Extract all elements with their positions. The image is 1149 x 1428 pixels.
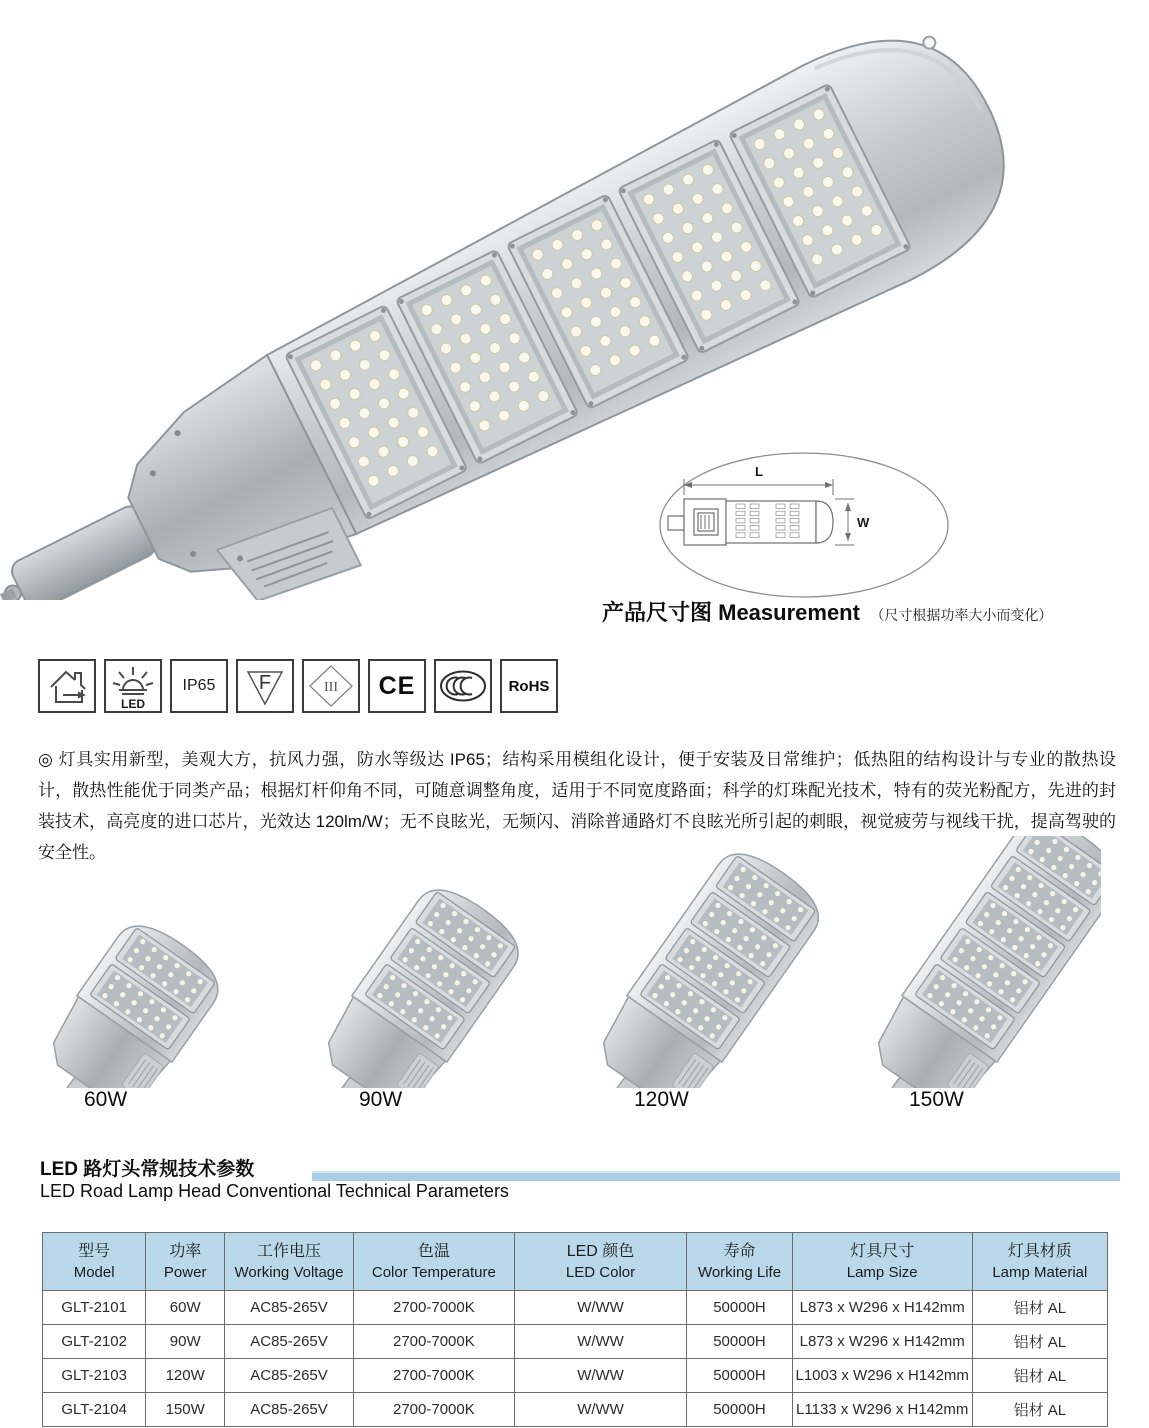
column-header: 色温 Color Temperature: [353, 1233, 514, 1291]
spec-table: [42, 1232, 1108, 1427]
table-row: [43, 1393, 1108, 1427]
table-cell: GLT-2102: [43, 1325, 146, 1359]
table-cell: GLT-2104: [43, 1393, 146, 1427]
street-lamp-photo: [0, 0, 1149, 600]
table-row: [43, 1325, 1108, 1359]
section-title-en: LED Road Lamp Head Conventional Technical Parameters: [40, 1181, 509, 1201]
led-icon: [110, 662, 156, 710]
cert-led: [104, 659, 162, 713]
street-lamp-thumb-body: [301, 876, 531, 1088]
table-cell: W/WW: [514, 1325, 687, 1359]
cert-rohs: [500, 659, 558, 713]
street-lamp-thumb: [851, 836, 1101, 1088]
column-header: 寿命 Working Life: [687, 1233, 792, 1291]
rohs-mark: RoHS: [508, 677, 550, 695]
cert-ce: [368, 659, 426, 713]
length-dim-label: L: [755, 464, 763, 479]
measurement-caption: [602, 596, 1052, 627]
table-cell: 50000H: [687, 1393, 792, 1427]
measurement-diagram: [652, 445, 967, 600]
table-cell: L873 x W296 x H142mm: [792, 1291, 972, 1325]
svg-text:III: III: [324, 680, 338, 695]
cert-outdoor-use: [38, 659, 96, 713]
table-cell: L1133 x W296 x H142mm: [792, 1393, 972, 1427]
table-row: [43, 1359, 1108, 1393]
class-iii-icon: [306, 662, 356, 710]
table-header-row: [43, 1233, 1108, 1291]
variant-gallery: [26, 836, 1126, 1112]
table-cell: 50000H: [687, 1359, 792, 1393]
variant-power-label: 150W: [909, 1088, 964, 1111]
column-header: 功率 Power: [146, 1233, 225, 1291]
cert-ccc: [434, 659, 492, 713]
variant-120w: [576, 836, 851, 1112]
table-cell: W/WW: [514, 1393, 687, 1427]
table-cell: GLT-2103: [43, 1359, 146, 1393]
street-lamp-thumb: [26, 836, 276, 1088]
ip65-mark: IP65: [182, 677, 216, 694]
variant-power-label: 60W: [84, 1088, 128, 1111]
column-header: 灯具材质 Lamp Material: [972, 1233, 1107, 1291]
table-cell: 2700-7000K: [353, 1325, 514, 1359]
column-header: 灯具尺寸 Lamp Size: [792, 1233, 972, 1291]
table-cell: AC85-265V: [225, 1359, 354, 1393]
section-divider-bar: [312, 1171, 1120, 1181]
table-cell: L873 x W296 x H142mm: [792, 1325, 972, 1359]
table-cell: 2700-7000K: [353, 1359, 514, 1393]
table-cell: GLT-2101: [43, 1291, 146, 1325]
table-cell: 120W: [146, 1359, 225, 1393]
street-lamp-thumb-body: [851, 836, 1101, 1088]
cert-class-f: [236, 659, 294, 713]
street-lamp-thumb-body: [26, 912, 230, 1088]
cert-ip65: [170, 659, 228, 713]
table-row: [43, 1291, 1108, 1325]
outdoor-use-icon: [45, 664, 89, 708]
table-cell: W/WW: [514, 1359, 687, 1393]
table-cell: W/WW: [514, 1291, 687, 1325]
section-title-zh: LED 路灯头常规技术参数: [40, 1159, 255, 1180]
table-cell: 60W: [146, 1291, 225, 1325]
svg-text:LED: LED: [121, 697, 145, 710]
street-lamp-thumb: [301, 836, 551, 1088]
cert-class-iii: [302, 659, 360, 713]
measurement-caption-text: 产品尺寸图 Measurement: [602, 600, 860, 625]
class-f-icon: [242, 664, 288, 708]
ce-mark: CE: [378, 671, 416, 700]
svg-text:F: F: [258, 672, 272, 694]
variant-power-label: 120W: [634, 1088, 689, 1111]
table-cell: 150W: [146, 1393, 225, 1427]
table-cell: 50000H: [687, 1291, 792, 1325]
table-cell: 铝材 AL: [972, 1359, 1107, 1393]
table-cell: AC85-265V: [225, 1291, 354, 1325]
table-cell: 90W: [146, 1325, 225, 1359]
table-cell: 铝材 AL: [972, 1393, 1107, 1427]
variant-power-label: 90W: [359, 1088, 403, 1111]
table-cell: 铝材 AL: [972, 1325, 1107, 1359]
street-lamp-thumb-body: [576, 840, 826, 1088]
street-lamp-thumb: [576, 836, 826, 1088]
measurement-caption-note: （尺寸根据功率大小而变化）: [870, 607, 1053, 623]
table-cell: 铝材 AL: [972, 1291, 1107, 1325]
table-cell: 50000H: [687, 1325, 792, 1359]
variant-90w: [301, 836, 576, 1112]
table-cell: 2700-7000K: [353, 1393, 514, 1427]
table-cell: L1003 x W296 x H142mm: [792, 1359, 972, 1393]
ccc-icon: [438, 668, 488, 704]
column-header: 工作电压 Working Voltage: [225, 1233, 354, 1291]
variant-60w: [26, 836, 301, 1112]
variant-150w: [851, 836, 1126, 1112]
width-dim-label: W: [857, 515, 870, 530]
certification-row: [38, 659, 558, 713]
table-cell: 2700-7000K: [353, 1291, 514, 1325]
column-header: 型号 Model: [43, 1233, 146, 1291]
column-header: LED 颜色 LED Color: [514, 1233, 687, 1291]
table-cell: AC85-265V: [225, 1325, 354, 1359]
mount-arm: [8, 502, 159, 600]
table-cell: AC85-265V: [225, 1393, 354, 1427]
product-description: ◎ 灯具实用新型，美观大方，抗风力强，防水等级达 IP65；结构采用模组化设计，便于安装及日常维护；低热阻的结构设计与专业的散热设计，散热性能优于同类产品；根据灯杆仰角不同，可随意调整角度，适用于不同宽度路面；科学的灯珠配光技术，特有的荧光粉配方，先进的封装技术，高亮度的进口芯片，光效达 120lm/W；无不良眩光，无频闪、消除普通路灯不良眩光所引起的刺眼，视觉疲劳与视线干扰，提高驾驶的安全性。: [38, 750, 1116, 862]
